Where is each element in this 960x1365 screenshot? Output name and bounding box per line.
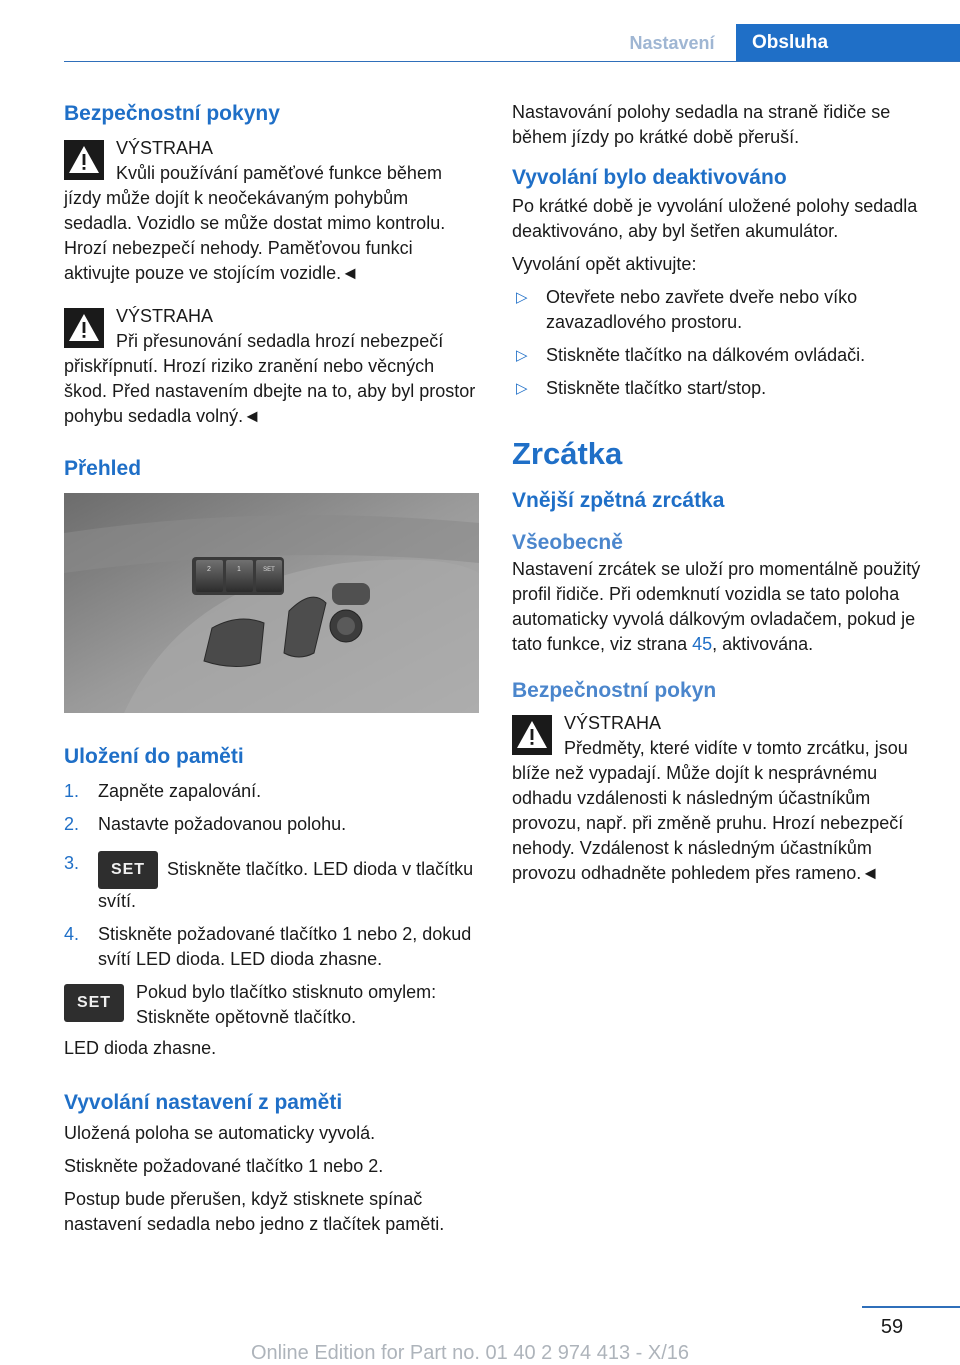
warning-text: Při přesunování sedadla hrozí nebezpečí přiskřípnutí. Hrozí riziko zranění nebo věcných škod. Před nastavením dbejte na to, aby byl prostor pohybu sedadla volný.◄ <box>64 331 476 426</box>
set-button-icon: SET <box>64 984 124 1022</box>
list-item: ▷ Stiskněte tlačítko start/stop. <box>512 376 930 401</box>
reactivate-list <box>512 285 930 401</box>
warning-title: VÝSTRAHA <box>564 713 662 733</box>
heading-recall-memory: Vyvolání nastavení z paměti <box>64 1091 343 1114</box>
page-footer <box>0 1306 960 1362</box>
page-number: 59 <box>880 1316 904 1338</box>
page-header <box>0 24 960 62</box>
list-item: ▷ Otevřete nebo zavřete dveře nebo víko zavazadlového prostoru. <box>516 287 858 332</box>
general-text: Nastavení zrcátek se uloží pro momentálně použitý profil řidiče. Při odemknutí vozidla se tato poloha automaticky vyvolá dálkovým ovladačem, pokud je tato funkce, viz strana 45, aktivována. <box>512 559 921 654</box>
right-column <box>512 100 930 904</box>
heading-safety-note: Bezpečnostní pokyn <box>512 679 717 702</box>
triangle-bullet-icon: ▷ <box>516 289 528 306</box>
intro-text: Nastavování polohy sedadla na straně řidiče se během jízdy po krátké době přeruší. <box>512 102 891 147</box>
warning-title: VÝSTRAHA <box>116 138 214 158</box>
header-rule <box>64 61 960 62</box>
tab-obsluha[interactable]: Obsluha <box>736 24 960 62</box>
heading-outer-mirrors: Vnější zpětná zrcátka <box>512 489 725 512</box>
recall-text-3: Postup bude přerušen, když stisknete spínač nastavení sedadla nebo jedno z tlačítek paměti. <box>64 1189 445 1234</box>
list-item: 4. Stiskněte požadované tlačítko 1 nebo 2, dokud svítí LED dioda. LED dioda zhasne. <box>64 924 472 969</box>
list-item: 3. SET Stiskněte tlačítko. LED dioda v tlačítku svítí. <box>64 853 474 911</box>
save-steps <box>64 779 479 972</box>
seat-button-1: 1 <box>237 566 241 573</box>
warning-title: VÝSTRAHA <box>116 306 214 326</box>
warning-icon <box>64 140 104 180</box>
heading-recall-deactivated: Vyvolání bylo deaktivováno <box>512 166 787 189</box>
deactivated-text-1: Po krátké době je vyvolání uložené polohy sedadla deaktivováno, aby byl šetřen akumulátor. <box>512 196 918 241</box>
triangle-bullet-icon: ▷ <box>516 347 528 364</box>
warning-block-3 <box>512 711 930 886</box>
warning-block-2 <box>64 304 479 429</box>
mistake-text: Pokud bylo tlačítko stisknuto omylem: Stiskněte opětovně tlačítko. <box>136 982 437 1027</box>
recall-text-1: Uložená poloha se automaticky vyvolá. <box>64 1123 376 1143</box>
footer-rule <box>862 1306 960 1308</box>
seat-button-2: 2 <box>207 566 211 573</box>
seat-controls-photo <box>64 493 479 713</box>
edition-text: Online Edition for Part no. 01 40 2 974 413 - X/16 <box>250 1342 690 1364</box>
mistake-note <box>64 980 479 1030</box>
deactivated-text-2: Vyvolání opět aktivujte: <box>512 254 697 274</box>
warning-icon <box>64 308 104 348</box>
heading-mirrors: Zrcátka <box>512 436 623 471</box>
list-item: 2. Nastavte požadovanou polohu. <box>64 814 347 834</box>
led-off-text: LED dioda zhasne. <box>64 1038 217 1058</box>
triangle-bullet-icon: ▷ <box>516 380 528 397</box>
warning-icon <box>512 715 552 755</box>
heading-safety-notes: Bezpečnostní pokyny <box>64 102 280 125</box>
recall-text-2: Stiskněte požadované tlačítko 1 nebo 2. <box>64 1156 384 1176</box>
heading-save-memory: Uložení do paměti <box>64 745 244 768</box>
heading-general: Všeobecně <box>512 531 623 554</box>
page-link-45[interactable]: 45 <box>692 634 713 654</box>
list-item: ▷ Stiskněte tlačítko na dálkovém ovládači. <box>512 343 930 368</box>
left-column <box>64 100 479 1245</box>
warning-text: Kvůli používání paměťové funkce během jízdy může dojít k neočekávaným pohybům sedadla. Vozidlo se může dostat mimo kontrolu. Hrozí nebezpečí nehody. Paměťovou funkci aktivujte pouze ve stojícím vozidle.◄ <box>64 163 446 283</box>
warning-block-1 <box>64 136 479 286</box>
warning-text: Předměty, které vidíte v tomto zrcátku, jsou blíže než vypadají. Může dojít k nesprávnému odhadu vzdálenosti k následným účastníkům provozu, např. při změně pruhu. Hrozí nebezpečí nehody. Vzdálenost k následným účastníkům provozu odhadněte pohledem přes rameno.◄ <box>512 738 908 883</box>
list-item: 1. Zapněte zapalování. <box>64 781 262 801</box>
tab-nastaveni[interactable]: Nastavení <box>629 32 715 53</box>
set-button-icon: SET <box>98 851 158 889</box>
heading-overview: Přehled <box>64 457 142 480</box>
seat-button-set: SET <box>263 567 275 573</box>
